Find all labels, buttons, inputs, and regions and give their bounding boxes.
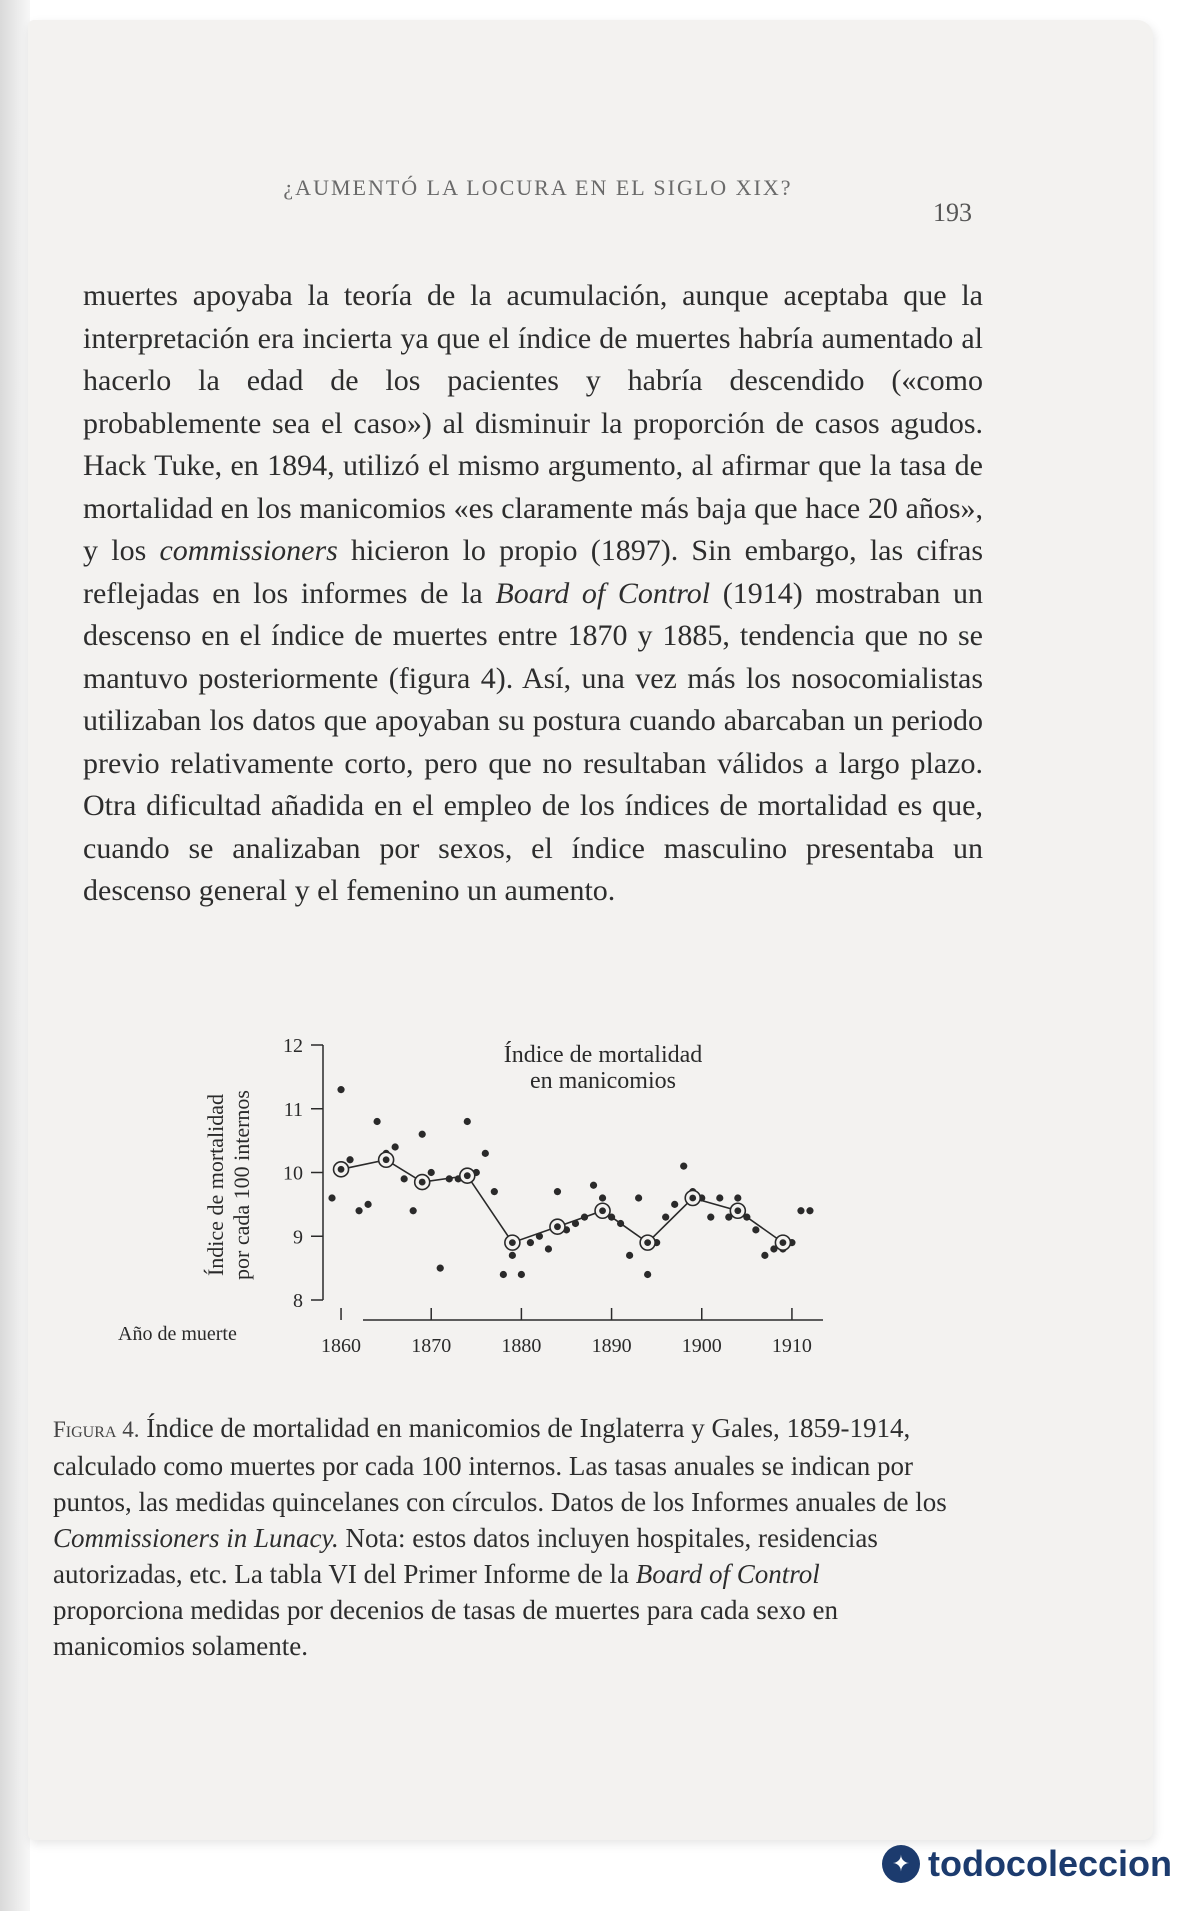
- annual-rate-point-1894: [644, 1271, 651, 1278]
- annual-rate-point-1870: [428, 1169, 435, 1176]
- annual-rate-point-1861: [346, 1156, 353, 1163]
- annual-rate-point-1864: [374, 1118, 381, 1125]
- annual-rate-point-1877: [491, 1188, 498, 1195]
- quinquennial-mean-dot-1869: [419, 1179, 426, 1186]
- body-italic-board: Board of Control: [495, 576, 711, 610]
- quinquennial-mean-dot-1909: [780, 1239, 787, 1246]
- chart-marks: [328, 1086, 813, 1278]
- body-italic-commissioners: commissioners: [159, 534, 338, 567]
- annual-rate-point-1892: [626, 1252, 633, 1259]
- annual-rate-point-1863: [364, 1201, 371, 1208]
- annual-rate-point-1907: [761, 1252, 768, 1259]
- x-tick-label-1880: 1880: [501, 1335, 542, 1357]
- quinquennial-mean-dot-1860: [338, 1166, 345, 1173]
- annual-rate-point-1869: [419, 1131, 426, 1138]
- quinquennial-mean-dot-1889: [599, 1207, 606, 1214]
- annual-rate-point-1881: [527, 1239, 534, 1246]
- book-page: [28, 20, 1153, 1840]
- annual-rate-point-1893: [635, 1194, 642, 1201]
- caption-italic-commissioners: Commissioners in Lunacy.: [53, 1523, 339, 1553]
- y-axis-label: [203, 1090, 254, 1280]
- annual-rate-point-1874: [464, 1118, 471, 1125]
- watermark: [882, 1843, 1172, 1885]
- caption-text-2: Nota: estos datos incluyen hospitales, residencias autorizadas, etc. La tabla VI del Primer Informe de la: [53, 1523, 878, 1589]
- annual-rate-point-1859: [328, 1194, 335, 1201]
- quinquennial-mean-dot-1884: [554, 1223, 561, 1230]
- body-text-1: muertes apoyaba la teoría de la acumulación, aunque aceptaba que la interpretación era incierta ya que el índice de muertes habría aumentado al hacerlo la edad de los pacientes y habría descendido («como probablemente sea el caso») al disminuir la proporción de casos agudos. Hack Tuke, en 1894, utilizó el mismo argumento, al afirmar que la tasa de mortalidad en los manicomios «es claramente más baja que hace 20 años», y los: [83, 279, 983, 567]
- annual-rate-point-1871: [437, 1265, 444, 1272]
- scan-edge: [0, 0, 30, 1911]
- annual-rate-point-1911: [797, 1207, 804, 1214]
- watermark-text: todocoleccion: [927, 1843, 1172, 1884]
- x-tick-label-1870: 1870: [411, 1335, 452, 1357]
- quinquennial-mean-dot-1879: [509, 1239, 516, 1246]
- y-tick-label-11: 11: [283, 1098, 303, 1121]
- quinquennial-mean-dot-1865: [383, 1156, 390, 1163]
- page-number: 193: [933, 198, 972, 227]
- annual-rate-point-1896: [662, 1214, 669, 1221]
- annual-rate-point-1884: [554, 1188, 561, 1195]
- figure-4-chart: [108, 1010, 908, 1410]
- todocoleccion-logo-icon: ✦: [882, 1845, 920, 1883]
- annual-rate-point-1880: [518, 1271, 525, 1278]
- running-head: ¿AUMENTÓ LA LOCURA EN EL SIGLO XIX?: [283, 175, 793, 200]
- quinquennial-mean-dot-1904: [734, 1207, 741, 1214]
- y-tick-label-10: 10: [283, 1162, 303, 1185]
- quinquennial-mean-dot-1874: [464, 1172, 471, 1179]
- annual-rate-point-1898: [680, 1163, 687, 1170]
- chart-title: [504, 1042, 703, 1094]
- annual-rate-point-1897: [671, 1201, 678, 1208]
- annual-rate-point-1878: [500, 1271, 507, 1278]
- caption-label: Figura 4.: [53, 1417, 140, 1442]
- chart-title-line-1: Índice de mortalidad: [503, 1042, 703, 1068]
- x-tick-label-1890: 1890: [591, 1335, 632, 1357]
- body-paragraph: [83, 275, 983, 913]
- y-tick-label-8: 8: [293, 1290, 303, 1312]
- annual-rate-point-1883: [545, 1245, 552, 1252]
- quinquennial-mean-dot-1894: [644, 1239, 651, 1246]
- y-tick-label-12: 12: [283, 1035, 303, 1057]
- annual-rate-point-1902: [716, 1194, 723, 1201]
- annual-rate-point-1867: [401, 1175, 408, 1182]
- caption-italic-board: Board of Control: [635, 1559, 820, 1589]
- caption-text-1: Índice de mortalidad en manicomios de Inglaterra y Gales, 1859-1914, calculado como muertes por cada 100 internos. Las tasas anuales se indican por puntos, las medidas quincelanes con círculos. Datos de los Informes anuales de los: [53, 1413, 947, 1517]
- annual-rate-point-1888: [590, 1182, 597, 1189]
- annual-rate-point-1906: [752, 1226, 759, 1233]
- y-axis-label-line-1: Índice de mortalidad: [203, 1093, 228, 1277]
- annual-rate-point-1901: [707, 1214, 714, 1221]
- body-text-2: hicieron lo propio (1897). Sin embargo, las cifras reflejadas en los informes de la: [83, 534, 984, 610]
- y-tick-label-9: 9: [293, 1226, 303, 1249]
- x-tick-label-1860: 1860: [321, 1335, 362, 1357]
- annual-rate-point-1889: [599, 1194, 606, 1201]
- annual-rate-point-1912: [806, 1207, 813, 1214]
- annual-rate-point-1879: [509, 1252, 516, 1259]
- figure-caption: [53, 1410, 953, 1664]
- annual-rate-point-1904: [734, 1194, 741, 1201]
- annual-rate-point-1876: [482, 1150, 489, 1157]
- body-text-3: (1914) mostraban un descenso en el índice de muertes entre 1870 y 1885, tendencia que no se mantuvo posteriormente (figura 4). Así, una vez más los nosocomialistas utilizaban los datos que apoyaban su postura cuando abarcaban un periodo previo relativamente corto, pero que no resultaban válidos a largo plazo. Otra dificultad añadida en el empleo de los índices de mortalidad es que, cuando se analizaban por sexos, el índice masculino presentaba un descenso general y el femenino un aumento.: [83, 576, 983, 907]
- x-tick-label-1900: 1900: [681, 1335, 722, 1357]
- mortality-chart-svg: [108, 1010, 908, 1410]
- chart-title-line-2: en manicomios: [530, 1068, 676, 1094]
- annual-rate-point-1868: [410, 1207, 417, 1214]
- x-tick-label-1910: 1910: [771, 1335, 812, 1357]
- x-axis-label: Año de muerte: [118, 1323, 237, 1345]
- annual-rate-point-1866: [392, 1143, 399, 1150]
- quinquennial-mean-dot-1899: [689, 1195, 696, 1202]
- annual-rate-point-1862: [355, 1207, 362, 1214]
- annual-rate-point-1860: [337, 1086, 344, 1093]
- y-axis-label-line-2: por cada 100 internos: [229, 1090, 254, 1280]
- caption-text-3: proporciona medidas por decenios de tasas de muertes para cada sexo en manicomios solamente.: [53, 1595, 838, 1661]
